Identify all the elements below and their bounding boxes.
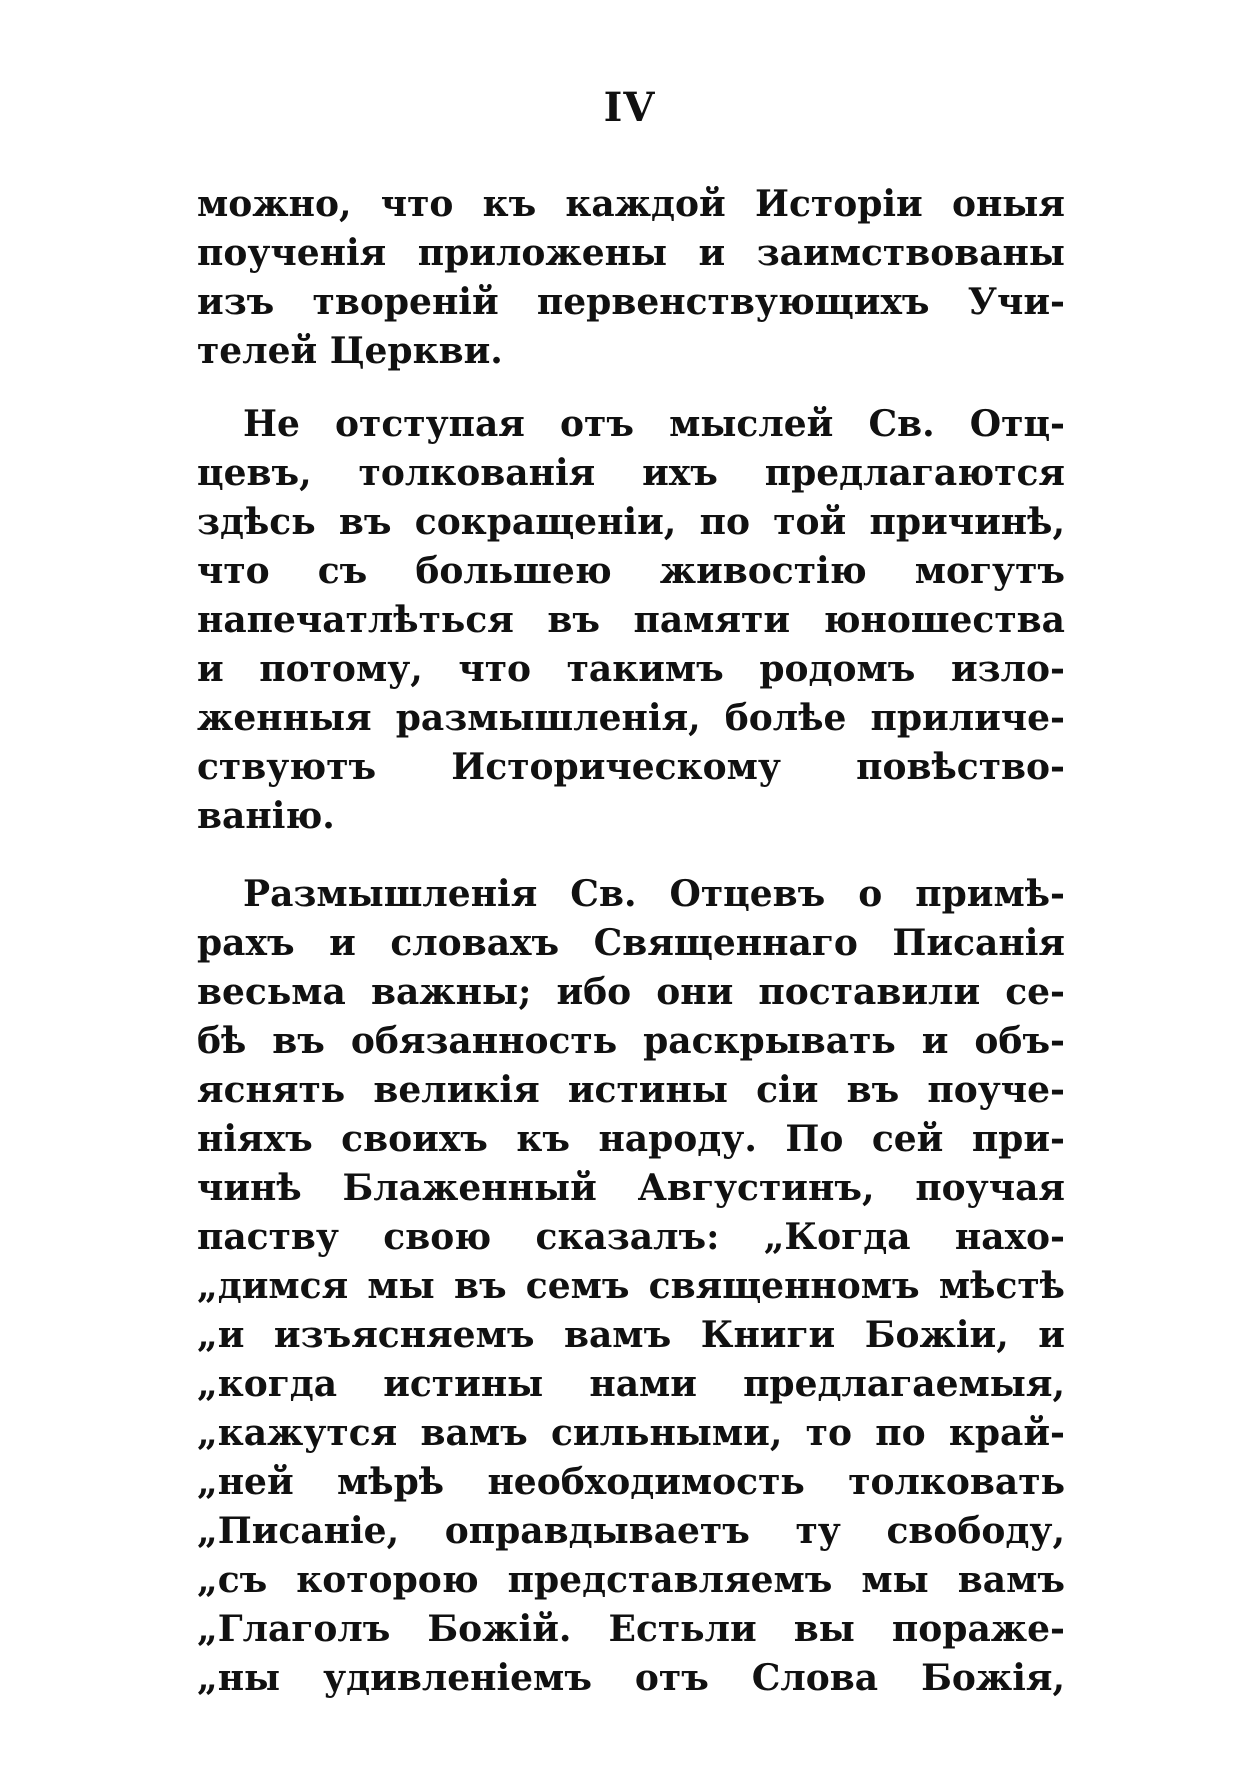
text-line: цевъ, толкованія ихъ предлагаются (197, 452, 1065, 494)
text-line: женныя размышленія, болѣе приличе- (197, 697, 1065, 739)
text-line: „димся мы въ семъ священномъ мѣстѣ (197, 1265, 1065, 1307)
text-line: „Писаніе, оправдываетъ ту свободу, (197, 1510, 1065, 1552)
text-line: напечатлѣться въ памяти юношества (197, 599, 1065, 641)
text-line: „когда истины нами предлагаемыя, (197, 1363, 1065, 1405)
text-line: „и изъясняемъ вамъ Книги Божіи, и (197, 1314, 1065, 1356)
text-line: бѣ въ обязанность раскрывать и объ- (197, 1020, 1065, 1062)
text-line: рахъ и словахъ Священнаго Писанія (197, 922, 1065, 964)
text-line: весьма важны; ибо они поставили се- (197, 971, 1065, 1013)
text-line: здѣсь въ сокращеніи, по той причинѣ, (197, 501, 1065, 543)
text-line: „ней мѣрѣ необходимость толковать (197, 1461, 1065, 1503)
text-line: ніяхъ своихъ къ народу. По сей при- (197, 1118, 1065, 1160)
text-line: ствуютъ Историческому повѣство- (197, 746, 1065, 788)
text-line: телей Церкви. (197, 330, 503, 372)
text-line: Не отступая отъ мыслей Св. Отц- (243, 403, 1065, 445)
text-line: яснять великія истины сіи въ поуче- (197, 1069, 1065, 1111)
paragraph-2 (197, 400, 1065, 841)
text-line: можно, что къ каждой Исторіи оныя (197, 183, 1065, 225)
text-line: что съ большею живостію могутъ (197, 550, 1065, 592)
text-line: „кажутся вамъ сильными, то по край- (197, 1412, 1065, 1454)
text-line: паству свою сказалъ: „Когда нахо- (197, 1216, 1065, 1258)
text-line: „съ которою представляемъ мы вамъ (197, 1559, 1065, 1601)
text-line: „ны удивленіемъ отъ Слова Божія, (197, 1657, 1065, 1699)
text-line: ванію. (197, 795, 335, 837)
text-line: и потому, что такимъ родомъ изло- (197, 648, 1065, 690)
page-number: IV (603, 84, 656, 131)
text-line: Размышленія Св. Отцевъ о примѣ- (243, 873, 1065, 915)
text-line: изъ твореній первенствующихъ Учи- (197, 281, 1065, 323)
text-line: поученія приложены и заимствованы (197, 232, 1065, 274)
text-line: „Глаголъ Божій. Естьли вы пораже- (197, 1608, 1065, 1650)
paragraph-3 (197, 870, 1065, 1703)
text-line: чинѣ Блаженный Августинъ, поучая (197, 1167, 1065, 1209)
paragraph-1 (197, 180, 1065, 376)
